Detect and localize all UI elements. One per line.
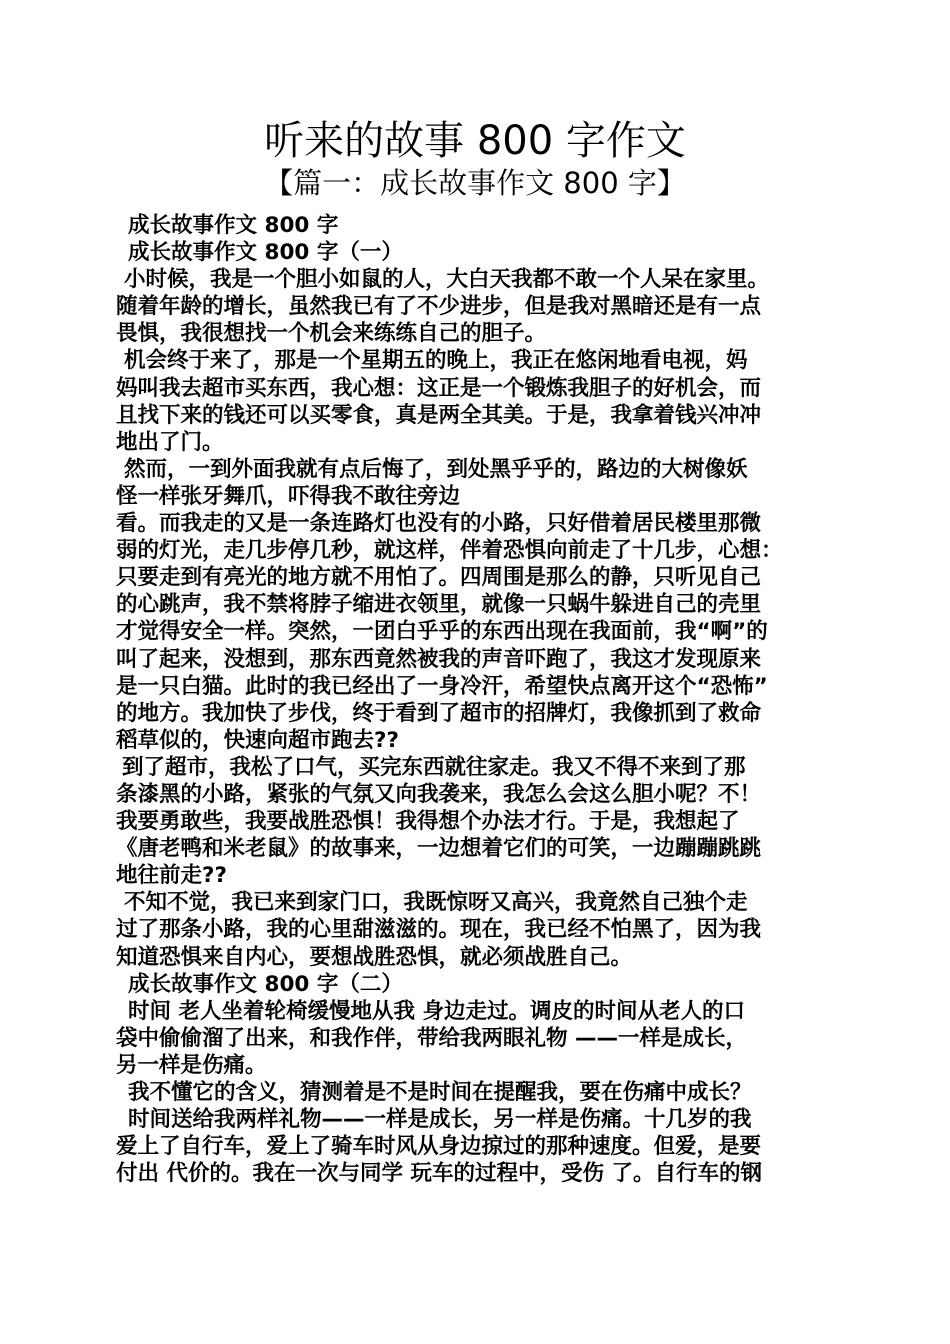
text-line: 怪一样张牙舞爪，吓得我不敢往旁边 <box>116 483 461 509</box>
text-line: 看。而我走的又是一条连路灯也没有的小路，只好借着居民楼里那微 <box>116 511 762 537</box>
section-heading: 成长故事作文 800 字（一） <box>128 240 403 266</box>
text-line: 才觉得安全一样。突然，一团白乎乎的东西出现在我面前，我“啊”的 <box>116 619 768 645</box>
text-line: 到了超市，我松了口气，买完东西就往家走。我又不得不来到了那 <box>122 754 746 780</box>
text-line: 随着年龄的增长，虽然我已有了不少进步，但是我对黑暗还是有一点 <box>116 294 762 320</box>
text-line: 付出 代价的。我在一次与同学 玩车的过程中，受伤 了。自行车的钢 <box>116 1161 762 1187</box>
text-line: 是一只白猫。此时的我已经出了一身冷汗，希望快点离开这个“恐怖” <box>116 673 768 699</box>
document-title: 听来的故事 800 字作文 <box>264 118 686 164</box>
text-line: 《唐老鸭和米老鼠》的故事来，一边想着它们的可笑，一边蹦蹦跳跳 <box>116 836 762 862</box>
text-line: 知道恐惧来自内心，要想战胜恐惧，就必须战胜自己。 <box>116 944 633 970</box>
document-subtitle: 【篇一：成长故事作文 800 字】 <box>264 166 686 200</box>
text-line: 的心跳声，我不禁将脖子缩进衣领里，就像一只蜗牛躲进自己的壳里 <box>116 592 762 618</box>
text-line: 且找下来的钱还可以买零食，真是两全其美。于是，我拿着钱兴冲冲 <box>116 402 762 428</box>
text-line: 过了那条小路，我的心里甜滋滋的。现在，我已经不怕黑了，因为我 <box>116 917 762 943</box>
text-line: 然而，一到外面我就有点后悔了，到处黑乎乎的，路边的大树像妖 <box>124 456 748 482</box>
text-line: 只要走到有亮光的地方就不用怕了。四周围是那么的静，只听见自己 <box>116 565 762 591</box>
text-line: 我不懂它的含义，猜测着是不是时间在提醒我，要在伤痛中成长？ <box>128 1080 752 1105</box>
text-line: 我要勇敢些，我要战胜恐惧！我得想个办法才行。于是，我想起了 <box>116 809 740 835</box>
text-line: 地往前走?? <box>116 863 227 889</box>
text-line: 机会终于来了，那是一个星期五的晚上，我正在悠闲地看电视，妈 <box>124 348 748 374</box>
text-line: 时间送给我两样礼物——一样是成长，另一样是伤痛。十几岁的我 <box>128 1107 752 1133</box>
text-line: 畏惧，我很想找一个机会来练练自己的胆子。 <box>116 321 547 347</box>
text-line: 时间 老人坐着轮椅缓慢地从我 身边走过。调皮的时间从老人的口 <box>128 998 745 1024</box>
text-line: 弱的灯光，走几步停几秒，就这样，伴着恐惧向前走了十几步，心想： <box>116 538 783 564</box>
section-heading: 成长故事作文 800 字（二） <box>128 971 403 997</box>
text-line: 小时候，我是一个胆小如鼠的人，大白天我都不敢一个人呆在家里。 <box>124 267 770 293</box>
text-line: 的地方。我加快了步伐，终于看到了超市的招牌灯，我像抓到了救命 <box>116 700 762 726</box>
text-line: 稻草似的，快速向超市跑去?? <box>116 727 399 753</box>
text-line: 妈叫我去超市买东西，我心想：这正是一个锻炼我胆子的好机会，而 <box>116 375 762 401</box>
text-line: 条漆黑的小路，紧张的气氛又向我袭来，我怎么会这么胆小呢？不！ <box>116 781 762 807</box>
text-line: 袋中偷偷溜了出来，和我作伴，带给我两眼礼物 ——一样是成长， <box>116 1025 747 1051</box>
section-heading: 成长故事作文 800 字 <box>128 213 339 238</box>
text-line: 不知不觉，我已来到家门口，我既惊呀又高兴，我竟然自己独个走 <box>124 890 748 916</box>
text-line: 另一样是伤痛。 <box>116 1052 267 1078</box>
text-line: 爱上了自行车，爱上了骑车时风从身边掠过的那种速度。但爱，是要 <box>116 1134 762 1160</box>
document-body <box>116 212 836 1187</box>
text-line: 地出了门。 <box>116 429 224 455</box>
text-line: 叫了起来，没想到，那东西竟然被我的声音吓跑了，我这才发现原来 <box>116 646 762 672</box>
